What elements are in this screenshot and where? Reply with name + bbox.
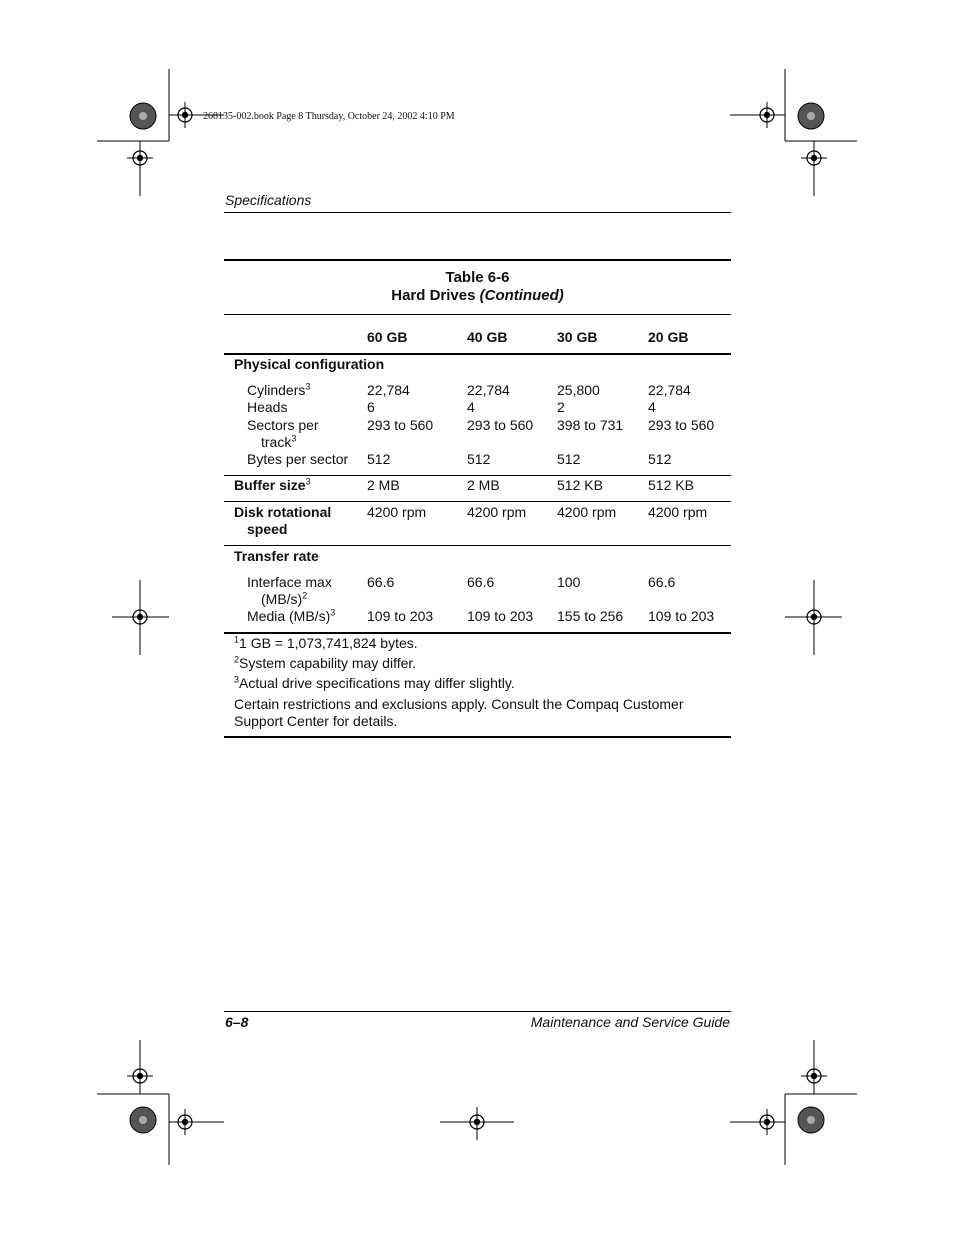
footnote-3: $^3$Actual drive specifications may differ slightly. [234,674,515,691]
bytes-40gb: 512 [467,451,491,467]
row-rule [224,501,731,502]
disk-speed-30gb: 4200 rpm [557,504,617,520]
media-60gb: 109 to 203 [367,608,434,624]
cylinders-40gb: 22,784 [467,382,510,398]
title-rule [224,314,731,315]
interface-60gb: 66.6 [367,574,395,590]
row-rule [224,545,731,546]
row-label-media: Media $(MB/s)^3$ [247,607,336,624]
note-line-1: Certain restrictions and exclusions apply. Consult the Compaq Customer [234,696,684,712]
column-header-40gb: 40 GB [467,329,508,345]
row-label-interface: Interface max [247,574,332,590]
interface-30gb: 100 [557,574,581,590]
row-label-buffer: Buffer size$^3$ [234,476,311,493]
cylinders-30gb: 25,800 [557,382,600,398]
row-label-disk-speed: Disk rotational [234,504,332,520]
media-30gb: 155 to 256 [557,608,624,624]
row-label-sectors: Sectors per [247,417,319,433]
section-physical-config: Physical configuration [234,356,385,372]
row-label-bytes: Bytes per sector [247,451,349,467]
footnote-2: $^2$System capability may differ. [234,654,417,671]
row-label-heads: Heads [247,399,288,415]
interface-40gb: 66.6 [467,574,495,590]
column-header-rule [224,353,731,355]
row-label-sectors-cont: track$^3$ [261,433,297,450]
table-top-rule [224,259,731,261]
table-title: Hard Drives (Continued) [391,287,564,304]
row-rule [224,475,731,476]
media-20gb: 109 to 203 [648,608,715,624]
disk-speed-20gb: 4200 rpm [648,504,708,520]
table-number: Table 6-6 [445,269,510,286]
running-header: Specifications [225,192,312,208]
column-header-30gb: 30 GB [557,329,598,345]
note-line-2: Support Center for details. [234,713,398,729]
bytes-30gb: 512 [557,451,581,467]
disk-speed-60gb: 4200 rpm [367,504,427,520]
sectors-30gb: 398 to 731 [557,417,624,433]
bytes-60gb: 512 [367,451,391,467]
column-header-20gb: 20 GB [648,329,689,345]
cylinders-60gb: 22,784 [367,382,410,398]
sectors-40gb: 293 to 560 [467,417,534,433]
media-40gb: 109 to 203 [467,608,534,624]
heads-40gb: 4 [467,399,475,415]
page-number: 6–8 [225,1014,249,1030]
footnote-1: $^1$1 GB = 1,073,741,824 bytes. [234,634,418,651]
table-bottom-rule [224,736,731,738]
heads-20gb: 4 [648,399,656,415]
print-info: 268135-002.book Page 8 Thursday, October 24, 2002 4:10 PM [203,111,455,122]
row-label-interface-cont: $(MB/s)^2$ [261,590,308,607]
heads-30gb: 2 [557,399,565,415]
cylinders-20gb: 22,784 [648,382,691,398]
buffer-60gb: 2 MB [367,477,400,493]
disk-speed-40gb: 4200 rpm [467,504,527,520]
footer-rule [224,1011,731,1012]
guide-title: Maintenance and Service Guide [530,1014,730,1030]
interface-20gb: 66.6 [648,574,676,590]
section-transfer-rate: Transfer rate [234,548,319,564]
buffer-30gb: 512 KB [557,477,603,493]
sectors-20gb: 293 to 560 [648,417,715,433]
buffer-40gb: 2 MB [467,477,500,493]
row-label-cylinders: Cylinders$^3$ [247,381,311,398]
bytes-20gb: 512 [648,451,672,467]
header-rule [224,212,731,213]
footnote-rule [224,632,731,634]
column-header-60gb: 60 GB [367,329,408,345]
row-label-disk-speed-cont: speed [247,521,288,537]
sectors-60gb: 293 to 560 [367,417,434,433]
heads-60gb: 6 [367,399,375,415]
buffer-20gb: 512 KB [648,477,694,493]
